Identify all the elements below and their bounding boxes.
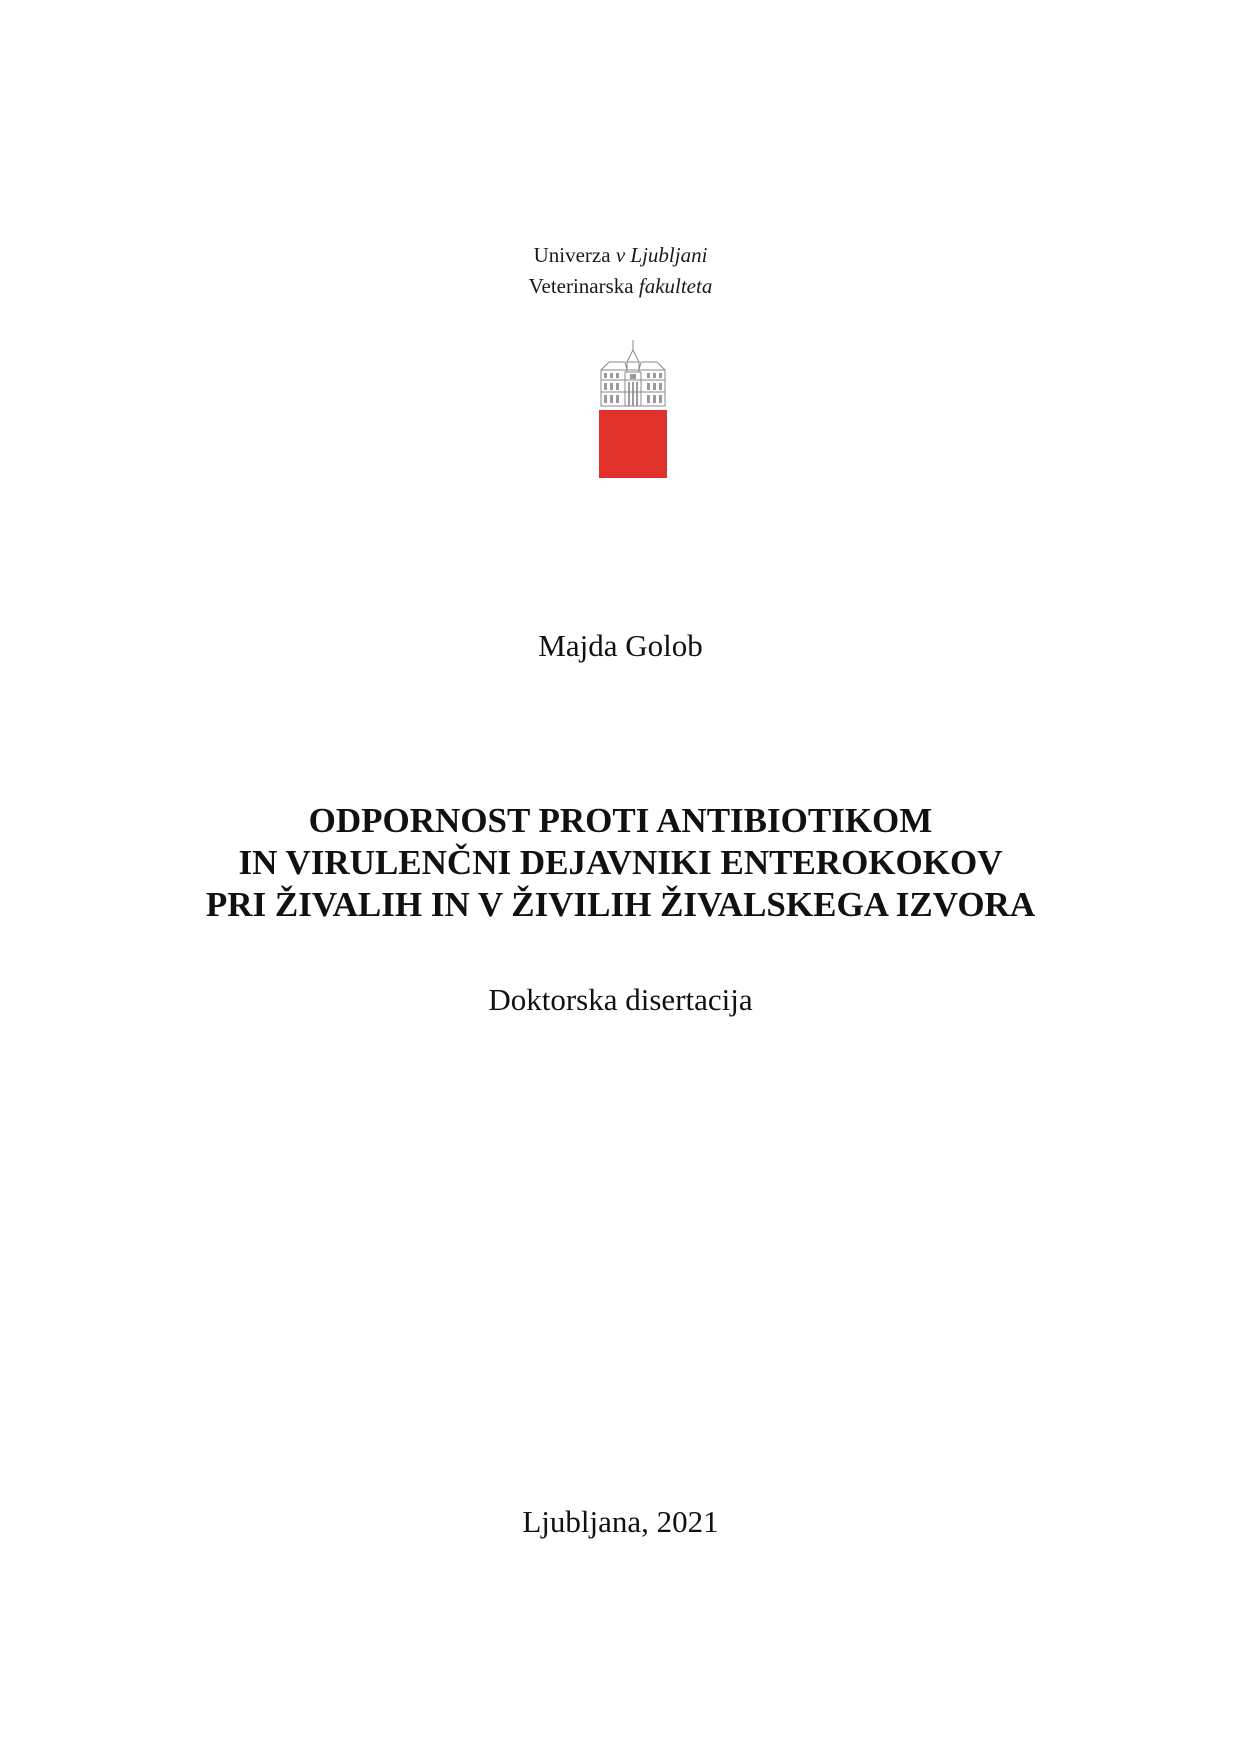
- author-name: Majda Golob: [538, 628, 703, 663]
- institution-header: [0, 240, 1241, 302]
- title-line-1: ODPORNOST PROTI ANTIBIOTIKOM: [308, 801, 933, 840]
- dissertation-title: [0, 800, 1241, 926]
- university-building-logo-icon: [599, 340, 667, 478]
- document-type: Doktorska disertacija: [488, 982, 753, 1017]
- title-line-2: IN VIRULENČNI DEJAVNIKI ENTEROKOKOV: [238, 843, 1003, 882]
- university-name: Univerza v Ljubljani: [533, 243, 708, 267]
- title-line-3: PRI ŽIVALIH IN V ŽIVILIH ŽIVALSKEGA IZVORA: [205, 885, 1036, 924]
- place-and-year: Ljubljana, 2021: [522, 1504, 719, 1539]
- faculty-name: Veterinarska fakulteta: [528, 274, 713, 298]
